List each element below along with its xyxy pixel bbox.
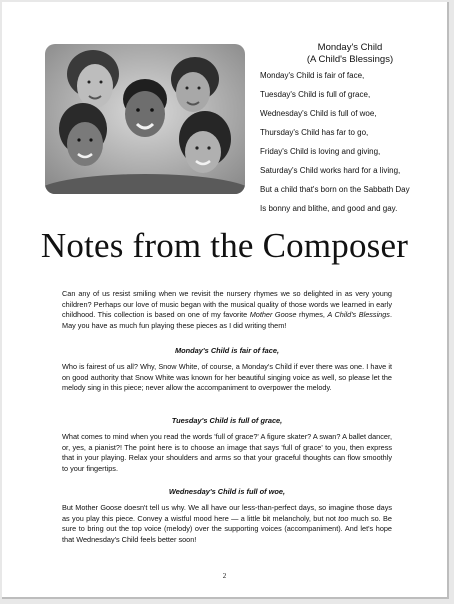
intro-text: . May you have as much fun playing these pieces as I did writing them!: [62, 310, 392, 330]
section-paragraph: Who is fairest of us all? Why, Snow White, of course, a Monday's Child if ever there was one. I have it on good authority that Snow White was known for her beautiful singing voice as well, so please let the melody sing in this piece; never allow the accompaniment to overpower the melody.: [62, 362, 392, 393]
poem-line: Tuesday's Child is full of grace,: [260, 90, 371, 99]
section-italic-word: too: [338, 513, 349, 523]
poem-line: Saturday's Child works hard for a living,: [260, 166, 401, 175]
poem-title-line2: (A Child's Blessings): [306, 54, 394, 65]
poem-line: Wednesday's Child is full of woe,: [260, 109, 377, 118]
children-photo: [45, 44, 245, 194]
poem-line: Monday's Child is fair of face,: [260, 71, 365, 80]
intro-text: Can any of us resist smiling when we revisit the nursery rhymes we so delighted in as very young children? Perhaps our love of music began with the musical quality of those words we learned in early childhood. This collection is based on one of my favorite: [62, 289, 392, 320]
poem-title: [260, 42, 440, 66]
page: [2, 2, 449, 599]
poem-line: Is bonny and blithe, and good and gay.: [260, 204, 398, 213]
poem-block: [260, 42, 440, 224]
children-photo-image: [45, 44, 245, 194]
poem-line: Friday's Child is loving and giving,: [260, 147, 381, 156]
section-paragraph: What comes to mind when you read the words 'full of grace?' A figure skater? A swan? A ballet dancer, or, yes, a pianist?! The point here is to choose an image that says 'full of grace' to you, then express that in your playing. Relax your shoulders and arms so that your graceful thoughts can flow smoothly to your fingertips.: [62, 432, 392, 473]
page-number: 2: [222, 572, 227, 580]
page-heading: Notes from the Composer: [40, 226, 409, 265]
section-paragraph: [62, 503, 392, 545]
section-text: But Mother Goose doesn't tell us why. We all have our less-than-perfect days, so imagine those days as you play this piece. Convey a wistful mood here — a little bit melancholy, but not: [62, 503, 392, 523]
intro-italic-title: A Child's Blessings: [327, 310, 390, 320]
poem-title-line1: Monday's Child: [317, 42, 383, 53]
intro-paragraph: [62, 289, 392, 331]
poem-line: Thursday's Child has far to go,: [260, 128, 369, 137]
section-text: much so. Be sure to bring out the top voice (melody) over the supporting voices (accompaniment). And let's hope that Wednesday's Child feels better soon!: [62, 513, 392, 544]
section-subtitle: Tuesday's Child is full of grace,: [171, 416, 283, 425]
poem-line: But a child that's born on the Sabbath Day: [260, 185, 410, 194]
intro-italic-title: Mother Goose: [249, 310, 297, 320]
section-subtitle: Wednesday's Child is full of woe,: [168, 487, 286, 496]
intro-text: rhymes,: [296, 310, 328, 320]
section-subtitle: Monday's Child is fair of face,: [174, 346, 279, 355]
